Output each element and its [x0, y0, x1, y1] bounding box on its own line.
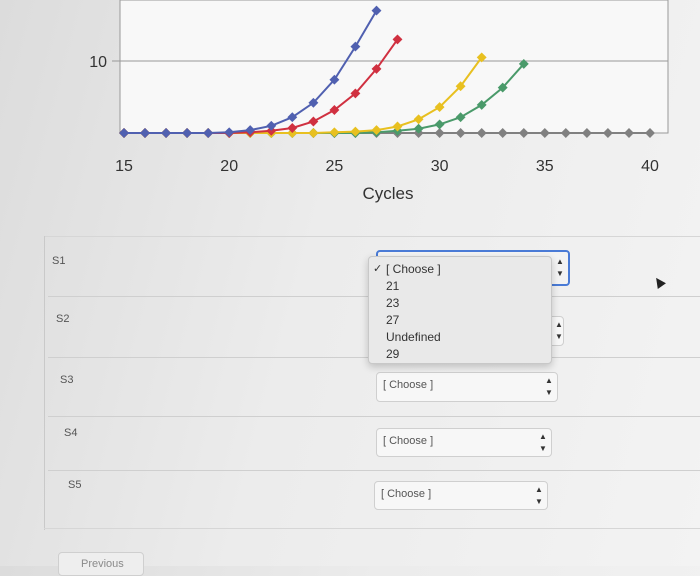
dropdown-option-label: 21: [386, 279, 400, 293]
row-divider: [48, 416, 700, 417]
x-tick-label-15: 15: [115, 158, 133, 175]
x-tick-label-20: 20: [220, 158, 239, 175]
select-s3-value: [ Choose ]: [383, 379, 434, 391]
dropdown-option[interactable]: [369, 261, 551, 278]
select-arrows-icon: ▲▼: [555, 320, 563, 341]
select-arrows-icon: ▲▼: [535, 484, 543, 506]
dropdown-option-label: 27: [386, 313, 400, 327]
x-tick-label-40: 40: [641, 158, 659, 175]
previous-button[interactable]: [58, 552, 144, 576]
row-divider: [48, 470, 700, 471]
dropdown-option-label: 23: [386, 296, 400, 310]
dropdown-option-label: 29: [386, 347, 400, 361]
amplification-chart: [0, 0, 700, 230]
select-s4[interactable]: [376, 428, 552, 457]
select-s4-value: [ Choose ]: [383, 435, 434, 447]
row-label-s5: S5: [68, 479, 82, 491]
panel-left-border: [44, 236, 45, 530]
select-s5[interactable]: [374, 481, 548, 510]
dropdown-option-label: [ Choose ]: [386, 262, 441, 276]
select-arrows-icon: ▲▼: [556, 257, 564, 278]
dropdown-option[interactable]: [369, 295, 551, 312]
plot-area: [120, 0, 668, 133]
x-axis-title: Cycles: [362, 184, 414, 203]
select-arrows-icon: ▲▼: [545, 376, 553, 397]
dropdown-menu-s1: [368, 256, 552, 364]
select-arrows-icon: ▲▼: [539, 431, 547, 453]
previous-button-label: Previous: [81, 558, 124, 570]
select-s3[interactable]: [376, 372, 558, 402]
mouse-cursor-icon: [652, 275, 666, 289]
dropdown-option[interactable]: [369, 329, 551, 346]
row-label-s3: S3: [60, 374, 74, 386]
select-s5-value: [ Choose ]: [381, 488, 432, 500]
dropdown-option[interactable]: [369, 278, 551, 295]
x-axis-ticks: [115, 158, 659, 175]
x-tick-label-30: 30: [430, 158, 449, 175]
dropdown-option[interactable]: [369, 346, 551, 363]
dropdown-option-label: Undefined: [386, 330, 441, 344]
row-label-s4: S4: [64, 427, 78, 439]
x-tick-label-35: 35: [535, 158, 554, 175]
dropdown-option[interactable]: [369, 312, 551, 329]
checkmark-icon: ✓: [373, 263, 383, 275]
row-label-s2: S2: [56, 313, 70, 325]
panel-bottom-border: [44, 528, 700, 529]
row-label-s1: S1: [52, 255, 66, 267]
panel-top-border: [44, 236, 700, 237]
y-tick-label-10: 10: [89, 54, 107, 71]
x-tick-label-25: 25: [325, 158, 344, 175]
